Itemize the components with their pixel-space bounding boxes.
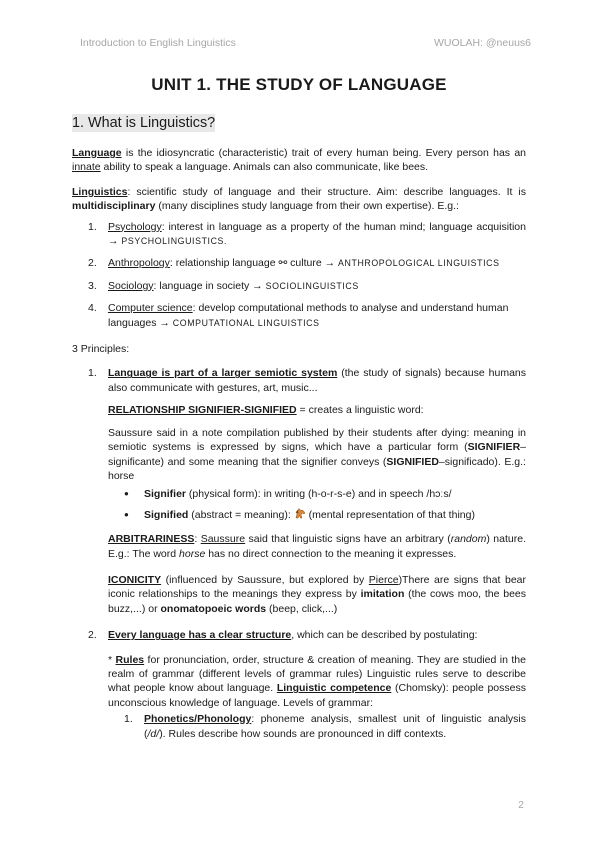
field-name: Anthropology (108, 257, 170, 270)
language-def-text-1: is the idiosyncratic (characteristic) trait of every human being. Every person has an (121, 147, 526, 159)
principle-2-text: , which can be described by postulating: (291, 629, 478, 642)
sign-components-list (108, 487, 526, 522)
list-item (72, 301, 526, 330)
signified-term: SIGNIFIED (386, 455, 439, 468)
list-number: 3. (88, 279, 97, 292)
saussure-text-1: Saussure said in a note compilation published by their students after dying: meaning in semiotic systems is expressed by signs, which have a particular form ( (108, 426, 526, 454)
running-header-source: WUOLAH: @neuus6 (433, 37, 531, 49)
multidisciplinary-term: multidisciplinary (72, 200, 156, 213)
onomatopoeic-term: onomatopoeic words (160, 602, 267, 615)
field-discipline: PSYCHOLINGUISTICS. (121, 236, 228, 247)
grammar-level-name: Phonetics/Phonology (144, 713, 252, 726)
bullet-term: Signified (144, 508, 189, 521)
field-name: Computer science (108, 302, 193, 315)
bullet-text: (physical form): in writing (h-o-r-s-e) and in speech /hɔːs/ (186, 488, 452, 501)
principle-2-statement (108, 628, 526, 642)
field-name: Sociology (108, 279, 154, 292)
principle-1-text: (the study of signals) because humans also communicate with gestures, art, music... (108, 367, 527, 394)
rules-term: Rules (115, 653, 145, 666)
field-discipline: SOCIOLINGUISTICS (265, 280, 359, 291)
running-header-course: Introduction to English Linguistics (80, 37, 236, 49)
field-name: Psychology (108, 220, 162, 233)
linguistics-term: Linguistics (72, 185, 128, 198)
rules-text-2: (Chomsky): people possess unconscious knowledge of language. Levels of grammar: (108, 682, 526, 709)
principles-label: 3 Principles: (72, 343, 130, 356)
asterisk: * (108, 653, 116, 666)
field-desc: : interest in language as a property of the human mind; language acquisition → (108, 220, 526, 248)
linguistics-def-text-2: (many disciplines study language from their own expertise). E.g.: (155, 200, 459, 213)
language-definition (72, 146, 526, 175)
bullet-text: (abstract = meaning): (188, 508, 294, 521)
linguistics-definition (72, 185, 526, 214)
section-heading (72, 114, 526, 132)
document-body (72, 72, 526, 753)
bullet-term: Signifier (144, 488, 187, 501)
iconicity-text-1: (influenced by Saussure, but explored by (161, 573, 369, 586)
grammar-level-text-1: : phoneme analysis, smallest unit of linguistic analysis ( (144, 713, 526, 740)
saussure-text-3: –significado). E.g.: horse (108, 455, 526, 482)
iconicity-term: ICONICITY (108, 573, 162, 586)
list-number: 1. (124, 713, 133, 726)
bullet-text-2: (mental representation of that thing) (305, 508, 475, 521)
principle-1-statement (108, 366, 526, 395)
field-desc: : language in society → (153, 279, 266, 292)
list-number: 4. (88, 302, 97, 315)
horse-icon (294, 509, 306, 521)
list-item (108, 487, 526, 501)
language-def-text-2: ability to speak a language. Animals can also communicate, like bees. (100, 161, 429, 174)
competence-term: Linguistic competence (276, 682, 392, 695)
principle-1-title: Language is part of a larger semiotic system (108, 367, 338, 380)
arbitrariness-text-2: said that linguistic signs have an arbitrary ( (245, 533, 451, 546)
random-term: random (450, 533, 487, 546)
rules-paragraph (108, 653, 526, 711)
list-number: 2. (88, 629, 97, 642)
field-desc: : relationship language ⚯ culture → (169, 257, 339, 270)
principle-item (72, 628, 526, 741)
saussure-name: Saussure (200, 533, 246, 546)
saussure-paragraph (108, 426, 526, 484)
relationship-heading (108, 403, 526, 417)
list-item (108, 508, 526, 522)
field-discipline: COMPUTATIONAL LINGUISTICS (172, 317, 320, 328)
principle-item (72, 366, 526, 616)
unit-title: UNIT 1. THE STUDY OF LANGUAGE (151, 75, 447, 94)
language-term: Language (72, 147, 122, 159)
section-heading-text: 1. What is Linguistics? (72, 115, 216, 131)
iconicity-text-2: )There are signs that bear iconic relationships to the meanings they express by (108, 573, 526, 601)
principles-list (72, 366, 526, 741)
arbitrariness-paragraph (108, 532, 526, 561)
arbitrariness-text-1: : (194, 533, 201, 546)
rules-text-1: for pronunciation, order, structure & creation of meaning. They are studied in the realm of grammar (different levels of grammar rules) Linguistic rules serve to describe what people know about language. (108, 653, 526, 695)
list-item (108, 712, 526, 741)
relationship-title: RELATIONSHIP SIGNIFIER-SIGNIFIED (108, 404, 297, 417)
pierce-name: Pierce (368, 573, 399, 586)
saussure-text-2: –significante) and some meaning that the signifier conveys ( (108, 441, 526, 468)
list-number: 2. (88, 257, 97, 270)
page-number: 2 (518, 799, 524, 811)
phoneme-example: /d/ (147, 727, 160, 740)
field-discipline: ANTHROPOLOGICAL LINGUISTICS (338, 258, 500, 269)
iconicity-text-4: (beep, click,...) (266, 602, 338, 615)
innate-term: innate (72, 161, 101, 174)
list-number: 1. (88, 367, 97, 380)
arbitrariness-text-4: has no direct connection to the meaning it expresses. (205, 547, 457, 560)
signifier-term: SIGNIFIER (467, 441, 521, 454)
imitation-term: imitation (360, 588, 405, 601)
grammar-level-text-2: ). Rules describe how sounds are pronounced in diff contexts. (159, 727, 447, 740)
iconicity-text-3: (the cows moo, the bees buzz,...) or (108, 588, 526, 615)
horse-word: horse (179, 547, 206, 560)
relationship-text: = creates a linguistic word: (296, 404, 424, 417)
list-item (72, 220, 526, 249)
principle-2-title: Every language has a clear structure (108, 629, 292, 642)
field-desc: : develop computational methods to analyse and understand human languages → (108, 302, 509, 329)
linguistics-def-text-1: : scientific study of language and their structure. Aim: describe languages. It is (127, 185, 526, 198)
grammar-levels-list (108, 712, 526, 741)
list-item (72, 256, 526, 270)
arbitrariness-text-3: ) nature. E.g.: The word (108, 533, 526, 560)
iconicity-paragraph (108, 573, 526, 616)
linguistics-fields-list (72, 220, 526, 330)
list-item (72, 279, 526, 293)
list-number: 1. (88, 220, 97, 233)
arbitrariness-term: ARBITRARINESS (108, 533, 195, 546)
